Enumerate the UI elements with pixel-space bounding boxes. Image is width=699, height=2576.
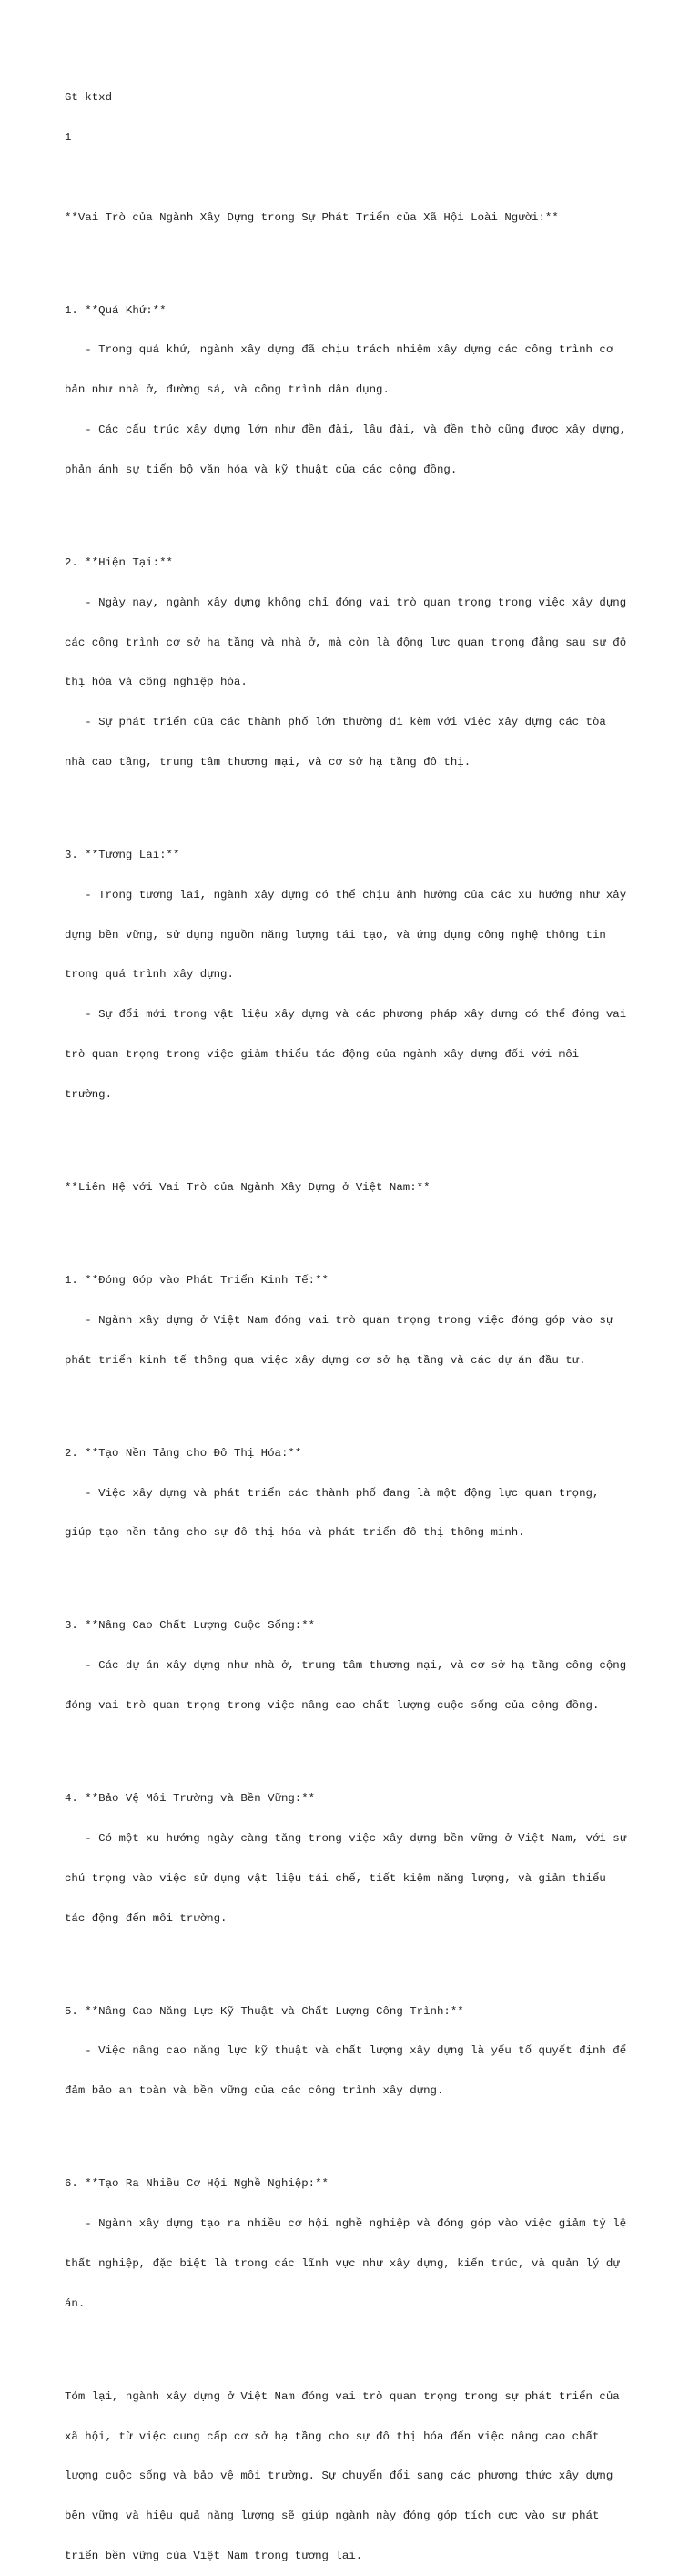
document-title: Gt ktxd xyxy=(65,91,113,105)
blank-line xyxy=(65,1566,647,1580)
blank-line xyxy=(65,2124,647,2138)
blank-line xyxy=(65,796,647,809)
conclusion-line: xã hội, từ việc cung cấp cơ sở hạ tầng cho sự đô thị hóa đến việc nâng cao chất xyxy=(65,2429,600,2443)
paragraph-line: - Các dự án xây dựng như nhà ở, trung tâm thương mại, và cơ sở hạ tầng công cộng xyxy=(65,1659,627,1673)
blank-line xyxy=(65,1951,647,1965)
paragraph-line: - Có một xu hướng ngày càng tăng trong việc xây dựng bền vững ở Việt Nam, với sự xyxy=(65,1831,627,1845)
vn-heading-quality-of-life: 3. **Nâng Cao Chất Lượng Cuộc Sống:** xyxy=(65,1619,316,1633)
paragraph-line: phản ánh sự tiến bộ văn hóa và kỹ thuật của các cộng đồng. xyxy=(65,463,458,476)
paragraph-line: dựng bền vững, sử dụng nguồn năng lượng tái tạo, và ứng dụng công nghệ thông tin xyxy=(65,928,606,942)
paragraph-line: - Trong quá khứ, ngành xây dựng đã chịu trách nhiệm xây dựng các công trình cơ xyxy=(65,343,613,357)
blank-line xyxy=(65,1393,647,1407)
paragraph-line: các công trình cơ sở hạ tầng và nhà ở, mà còn là động lực quan trọng đằng sau sự đô xyxy=(65,636,627,649)
blank-line xyxy=(65,504,647,517)
blank-line xyxy=(65,1128,647,1142)
paragraph-line: - Trong tương lai, ngành xây dựng có thể chịu ảnh hưởng của các xu hướng như xây xyxy=(65,888,627,901)
paragraph-line: đóng vai trò quan trọng trong việc nâng cao chất lượng cuộc sống của cộng đồng. xyxy=(65,1699,600,1713)
paragraph-line: - Sự phát triển của các thành phố lớn thường đi kèm với việc xây dựng các tòa xyxy=(65,716,606,729)
section-heading-future: 3. **Tương Lai:** xyxy=(65,849,180,862)
document-page xyxy=(65,65,647,2576)
blank-line xyxy=(65,171,647,185)
vn-heading-technical-capacity: 5. **Nâng Cao Năng Lực Kỹ Thuật và Chất Lượng Công Trình:** xyxy=(65,2004,464,2018)
main-heading: **Vai Trò của Ngành Xây Dựng trong Sự Phát Triển của Xã Hội Loài Người:** xyxy=(65,210,559,224)
paragraph-line: thị hóa và công nghiệp hóa. xyxy=(65,676,248,689)
conclusion-line: bền vững và hiệu quả năng lượng sẽ giúp ngành này đóng góp tích cực vào sự phát xyxy=(65,2510,600,2523)
blank-line xyxy=(65,2337,647,2351)
paragraph-line: - Việc xây dựng và phát triển các thành phố đang là một động lực quan trọng, xyxy=(65,1486,600,1500)
paragraph-line: phát triển kinh tế thông qua việc xây dựng cơ sở hạ tầng và các dự án đầu tư. xyxy=(65,1353,586,1367)
vn-heading-environment: 4. **Bảo Vệ Môi Trường và Bền Vững:** xyxy=(65,1792,316,1806)
conclusion-line: lượng cuộc sống và bảo vệ môi trường. Sự chuyển đổi sang các phương thức xây dựng xyxy=(65,2469,613,2483)
blank-line xyxy=(65,1739,647,1753)
paragraph-line: nhà cao tầng, trung tâm thương mại, và cơ sở hạ tầng đô thị. xyxy=(65,755,471,769)
conclusion-line: Tóm lại, ngành xây dựng ở Việt Nam đóng vai trò quan trọng trong sự phát triển của xyxy=(65,2389,620,2403)
section-heading-present: 2. **Hiện Tại:** xyxy=(65,555,173,569)
vn-heading-jobs: 6. **Tạo Ra Nhiều Cơ Hội Nghề Nghiệp:** xyxy=(65,2177,329,2191)
blank-line xyxy=(65,250,647,264)
paragraph-line: án. xyxy=(65,2296,86,2310)
paragraph-line: - Việc nâng cao năng lực kỹ thuật và chất lượng xây dựng là yếu tố quyết định để xyxy=(65,2044,627,2058)
paragraph-line: bản như nhà ở, đường sá, và công trình dân dụng. xyxy=(65,383,390,397)
paragraph-line: trò quan trọng trong việc giảm thiểu tác động của ngành xây dựng đối với môi xyxy=(65,1047,580,1061)
paragraph-line: - Sự đổi mới trong vật liệu xây dựng và các phương pháp xây dựng có thể đóng vai xyxy=(65,1008,627,1022)
paragraph-line: - Ngày nay, ngành xây dựng không chỉ đóng vai trò quan trọng trong việc xây dựng xyxy=(65,596,627,609)
vn-heading-urbanization: 2. **Tạo Nền Tảng cho Đô Thị Hóa:** xyxy=(65,1446,302,1460)
page-number: 1 xyxy=(65,130,72,144)
paragraph-line: - Các cấu trúc xây dựng lớn như đền đài, lâu đài, và đền thờ cũng được xây dựng, xyxy=(65,423,627,437)
vietnam-heading: **Liên Hệ với Vai Trò của Ngành Xây Dựng ở Việt Nam:** xyxy=(65,1180,431,1194)
paragraph-line: - Ngành xây dựng ở Việt Nam đóng vai trò quan trọng trong việc đóng góp vào sự xyxy=(65,1313,613,1327)
paragraph-line: đảm bảo an toàn và bền vững của các công trình xây dựng. xyxy=(65,2084,444,2098)
conclusion-line: triển bền vững của Việt Nam trong tương lai. xyxy=(65,2550,363,2563)
paragraph-line: - Ngành xây dựng tạo ra nhiều cơ hội nghề nghiệp và đóng góp vào việc giảm tỷ lệ xyxy=(65,2217,627,2231)
paragraph-line: trường. xyxy=(65,1087,113,1101)
paragraph-line: trong quá trình xây dựng. xyxy=(65,968,234,982)
paragraph-line: thất nghiệp, đặc biệt là trong các lĩnh vực như xây dựng, kiến trúc, và quản lý dự xyxy=(65,2256,620,2270)
section-heading-past: 1. **Quá Khứ:** xyxy=(65,303,167,317)
paragraph-line: chú trọng vào việc sử dụng vật liệu tái chế, tiết kiệm năng lượng, và giảm thiểu xyxy=(65,1871,606,1885)
vn-heading-economy: 1. **Đóng Góp vào Phát Triển Kinh Tế:** xyxy=(65,1274,329,1288)
blank-line xyxy=(65,1221,647,1235)
paragraph-line: giúp tạo nền tảng cho sự đô thị hóa và phát triển đô thị thông minh. xyxy=(65,1526,525,1540)
paragraph-line: tác động đến môi trường. xyxy=(65,1911,228,1925)
